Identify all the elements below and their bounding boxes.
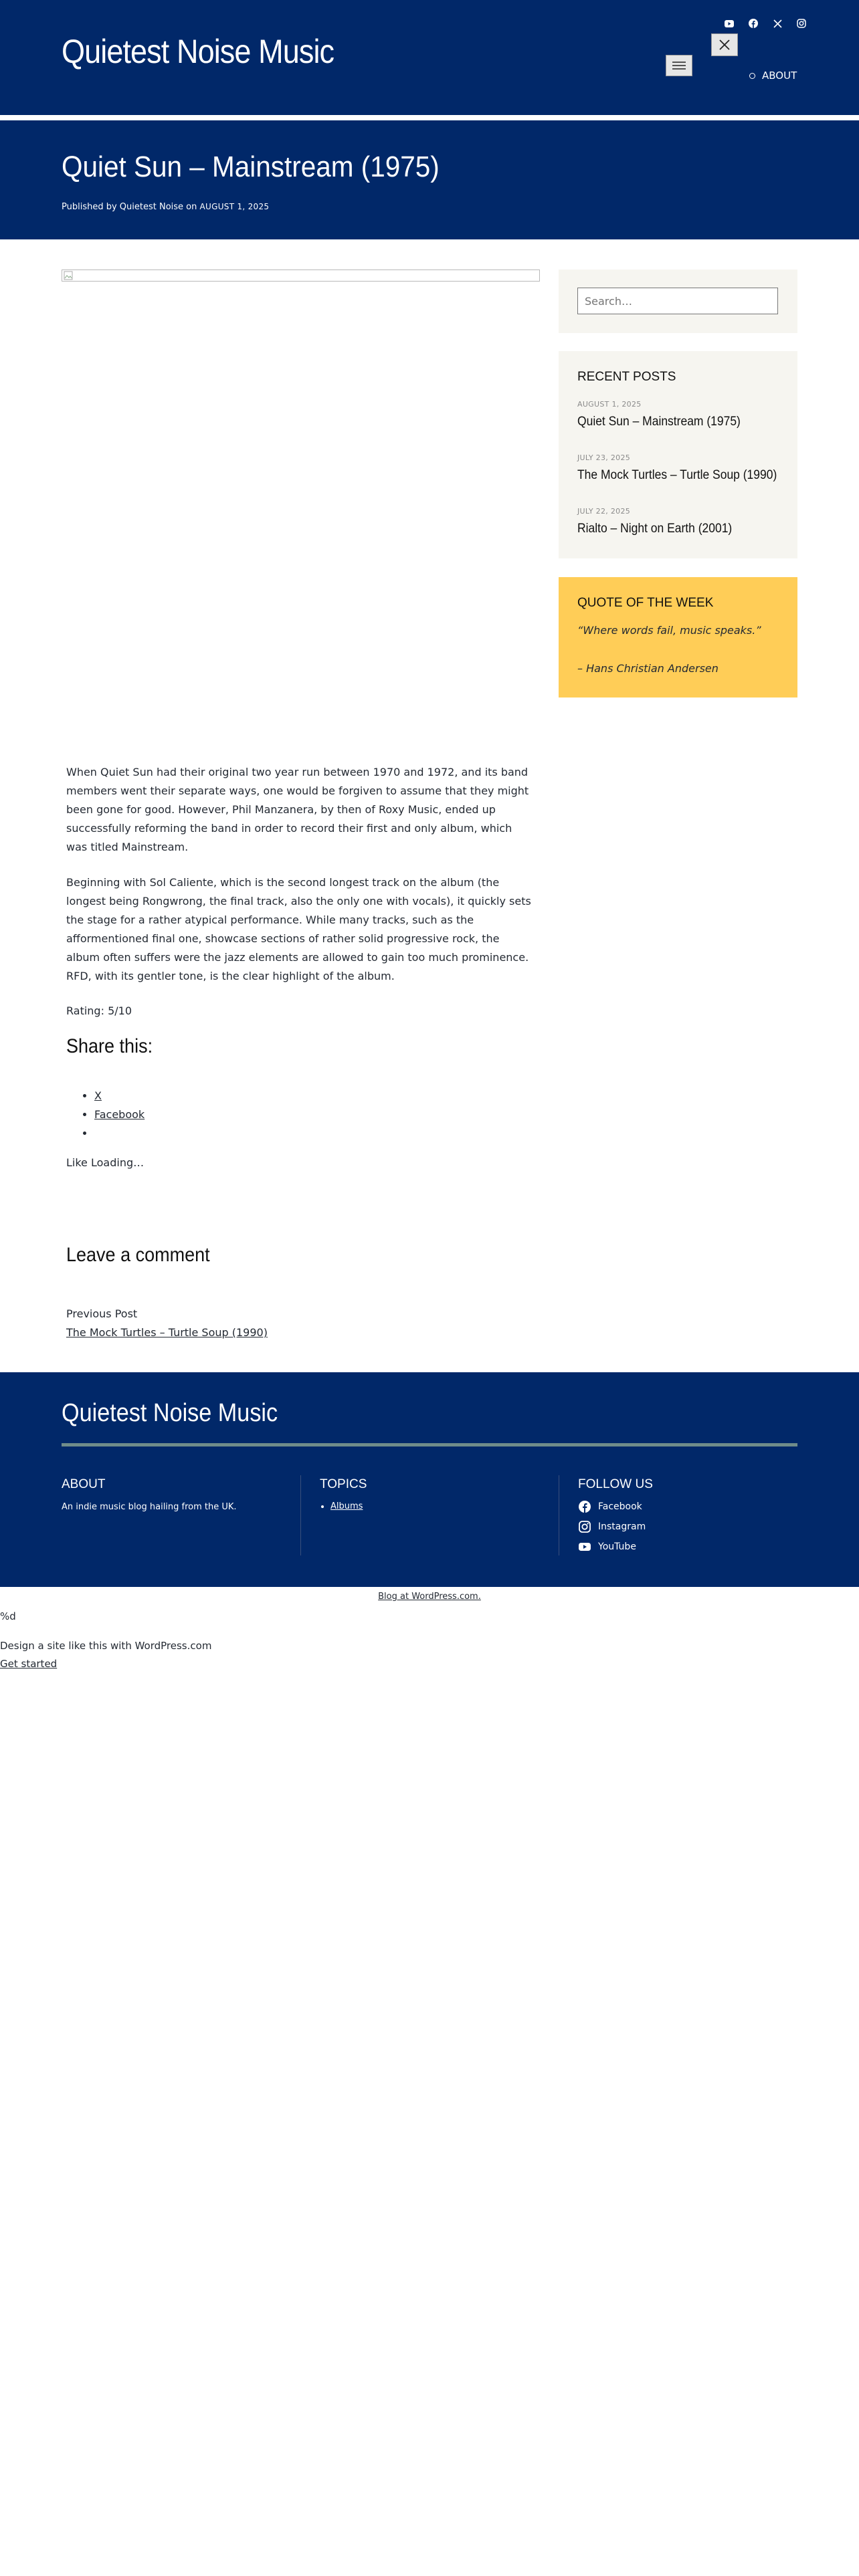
follow-instagram-link[interactable] (578, 1520, 646, 1533)
footer-rule (62, 1443, 797, 1446)
post-meta (62, 202, 269, 212)
blog-at-wordpress (0, 1592, 859, 1602)
quote-author: – Hans Christian Andersen (577, 662, 719, 675)
recent-post-date: JULY 23, 2025 (577, 453, 631, 462)
hamburger-icon (672, 61, 686, 70)
nav-item-about[interactable] (749, 70, 797, 82)
search-widget (559, 270, 797, 333)
instagram-icon[interactable] (795, 17, 808, 30)
share-list (66, 1087, 145, 1143)
post-rating: Rating: 5/10 (66, 1004, 132, 1017)
topics-list (320, 1501, 363, 1511)
footer-topics-heading: TOPICS (320, 1477, 367, 1491)
follow-label: Instagram (598, 1521, 646, 1532)
leave-comment-heading: Leave a comment (66, 1244, 210, 1266)
recent-posts-widget (559, 351, 797, 558)
facebook-icon (578, 1500, 591, 1513)
site-header (0, 0, 859, 115)
previous-post-link[interactable]: The Mock Turtles – Turtle Soup (1990) (66, 1326, 268, 1339)
social-links-top (723, 17, 808, 30)
post-paragraph: Beginning with Sol Caliente, which is the second longest track on the album (the longest being Rongwrong, the final track, also the only one with vocals), it quickly sets the stage for a rather atypical performance. While many tracks, such as the afformentioned final one, showcase sections of rather solid progressive rock, the album often suffers were the jazz elements are allowed to gain too much prominence. RFD, with its gentler tone, is the clear highlight of the album. (66, 876, 531, 982)
topic-item (330, 1501, 363, 1511)
site-footer (0, 1372, 859, 1587)
share-item-empty (94, 1124, 145, 1143)
footer-about-heading: ABOUT (62, 1477, 106, 1491)
menu-open-button[interactable] (666, 55, 692, 76)
share-facebook-link[interactable]: Facebook (94, 1108, 145, 1121)
header-divider (0, 115, 859, 120)
youtube-icon (578, 1540, 591, 1553)
quote-widget (559, 577, 797, 697)
topic-link-albums[interactable]: Albums (330, 1501, 363, 1511)
footer-follow (578, 1477, 653, 1552)
instagram-icon (578, 1520, 591, 1533)
share-item-facebook (94, 1105, 145, 1124)
follow-label: YouTube (598, 1541, 636, 1552)
nav-item-label: ABOUT (762, 70, 797, 82)
post-paragraph: When Quiet Sun had their original two year run between 1970 and 1972, and its band members went their separate ways, one would be forgiven to assume that they might been gone for good. However, Phil Manzanera, by then of Roxy Music, ended up successfully reforming the band in order to record their first and only album, which was titled Mainstream. (66, 766, 529, 853)
follow-youtube-link[interactable] (578, 1540, 636, 1553)
follow-label: Facebook (598, 1501, 642, 1512)
x-icon[interactable] (771, 17, 784, 30)
footer-follow-heading: FOLLOW US (578, 1477, 653, 1491)
nav-bullet-icon (749, 73, 755, 79)
footer-divider (300, 1475, 301, 1555)
like-loading: Like Loading… (66, 1156, 145, 1169)
share-item-x (94, 1087, 145, 1105)
footer-about (62, 1477, 237, 1512)
get-started-link[interactable]: Get started (0, 1658, 58, 1670)
follow-facebook-link[interactable] (578, 1500, 642, 1513)
menu-close-button[interactable] (711, 33, 738, 56)
close-icon (718, 38, 731, 51)
post-meta-prefix: Published by Quietest Noise on (62, 202, 197, 212)
post-title-band (0, 120, 859, 239)
percent-d-text: %d (0, 1610, 16, 1622)
footer-about-text: An indie music blog hailing from the UK. (62, 1502, 237, 1512)
recent-post-link[interactable]: The Mock Turtles – Turtle Soup (1990) (577, 468, 777, 482)
recent-post-link[interactable]: Quiet Sun – Mainstream (1975) (577, 415, 741, 429)
quote-text: “Where words fail, music speaks.” (577, 624, 761, 637)
recent-post-date: JULY 22, 2025 (577, 507, 631, 516)
post-title: Quiet Sun – Mainstream (1975) (62, 150, 440, 183)
recent-post-date: AUGUST 1, 2025 (577, 400, 642, 409)
recent-posts-title: RECENT POSTS (577, 370, 676, 384)
post-date[interactable]: AUGUST 1, 2025 (199, 202, 270, 211)
footer-site-title[interactable]: Quietest Noise Music (62, 1399, 278, 1427)
footer-topics (320, 1477, 367, 1511)
recent-post-link[interactable]: Rialto – Night on Earth (2001) (577, 522, 733, 536)
broken-image-icon (64, 271, 73, 280)
quote-title: QUOTE OF THE WEEK (577, 596, 714, 610)
search-input[interactable] (577, 288, 778, 314)
facebook-icon[interactable] (747, 17, 760, 30)
featured-image (62, 270, 540, 282)
site-title[interactable]: Quietest Noise Music (62, 33, 335, 70)
share-heading: Share this: (66, 1035, 153, 1057)
blog-at-wordpress-link[interactable]: Blog at WordPress.com. (378, 1592, 481, 1602)
previous-post-label: Previous Post (66, 1307, 138, 1320)
share-x-link[interactable]: X (94, 1089, 102, 1102)
youtube-icon[interactable] (723, 17, 736, 30)
design-site-text: Design a site like this with WordPress.com (0, 1640, 212, 1652)
